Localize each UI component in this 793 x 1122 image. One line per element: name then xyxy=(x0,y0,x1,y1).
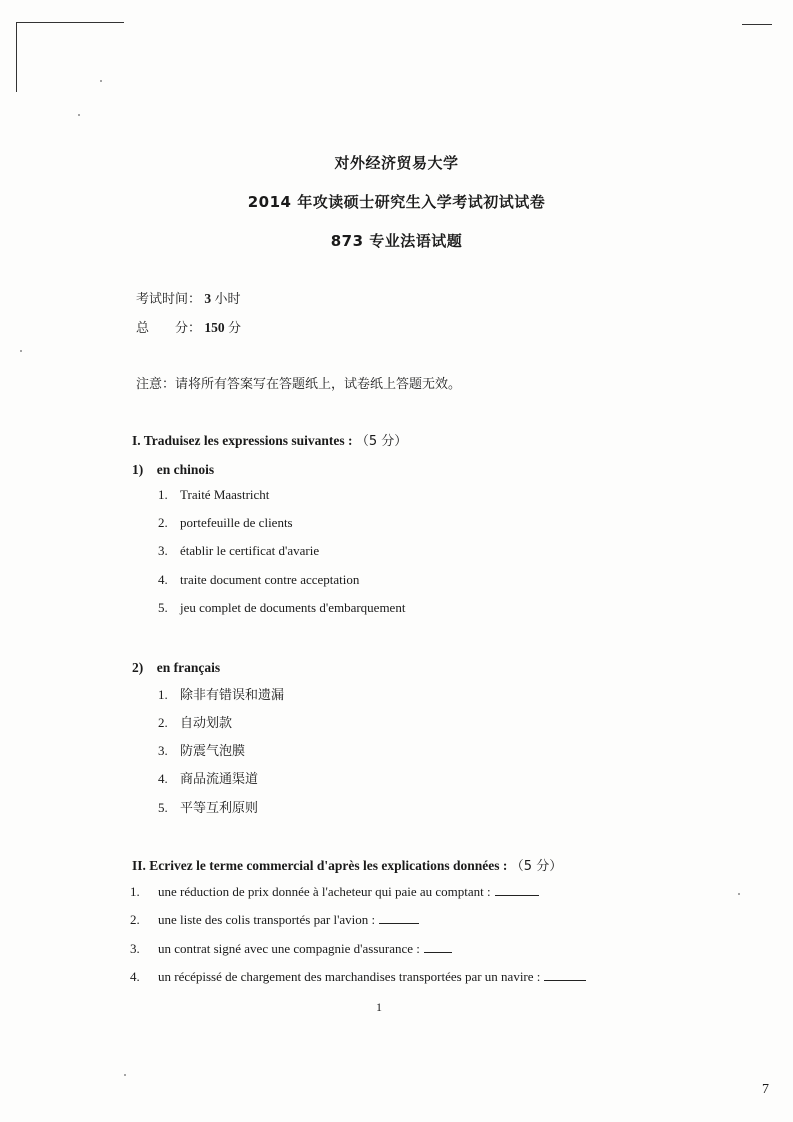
scan-speck xyxy=(20,350,22,352)
list-item xyxy=(158,712,232,731)
corner-page-number: 7 xyxy=(762,1082,769,1097)
item-number: 5. xyxy=(158,600,168,615)
scan-border-top-right xyxy=(742,24,772,25)
list-item xyxy=(158,797,258,816)
scan-speck xyxy=(738,893,740,895)
answer-blank xyxy=(544,968,586,981)
question-item xyxy=(130,968,586,985)
list-item xyxy=(158,600,405,616)
item-text: 除非有错误和遗漏 xyxy=(180,688,285,703)
list-item xyxy=(158,768,258,787)
answer-blank xyxy=(379,911,419,924)
question-item xyxy=(130,911,419,928)
list-item xyxy=(158,684,284,703)
total-score xyxy=(136,317,241,336)
scan-speck xyxy=(78,114,80,116)
section-1-points: （5 分） xyxy=(355,434,408,449)
exam-time-label: 考试时间： xyxy=(136,292,202,307)
scan-border-top-left xyxy=(16,22,124,23)
list-item xyxy=(158,572,359,588)
total-score-value: 150 xyxy=(204,320,225,335)
item-number: 2. xyxy=(158,715,168,730)
exam-title: 2014 年攻读硕士研究生入学考试初试试卷 xyxy=(247,193,546,211)
item-text: 自动划款 xyxy=(180,716,233,731)
item-number: 1. xyxy=(158,487,168,502)
scan-border-left xyxy=(16,22,17,92)
item-number: 3. xyxy=(158,543,168,558)
list-item xyxy=(158,515,293,531)
section-2-points: （5 分） xyxy=(510,859,563,874)
answer-blank xyxy=(495,883,539,896)
section-1-title: I. Traduisez les expressions suivantes : xyxy=(132,433,353,448)
item-text: portefeuille de clients xyxy=(180,515,293,530)
total-score-unit: 分 xyxy=(228,321,242,336)
part-2-heading: 2) en français xyxy=(132,660,221,675)
item-number: 4. xyxy=(158,572,168,587)
total-score-label: 总 分： xyxy=(136,321,202,336)
question-number: 2. xyxy=(130,912,140,927)
exam-time xyxy=(136,288,241,307)
question-number: 4. xyxy=(130,969,140,984)
scan-speck xyxy=(100,80,102,82)
part-1-heading: 1) en chinois xyxy=(132,462,215,477)
item-number: 3. xyxy=(158,743,168,758)
question-text: une réduction de prix donnée à l'acheteur qui paie au comptant : xyxy=(158,884,491,899)
item-number: 5. xyxy=(158,800,168,815)
section-2-heading xyxy=(132,855,562,874)
subject-title: 873 专业法语试题 xyxy=(330,232,463,250)
item-text: traite document contre acceptation xyxy=(180,572,360,587)
item-text: 商品流通渠道 xyxy=(180,772,259,787)
question-text: une liste des colis transportés par l'avion : xyxy=(158,912,376,927)
item-number: 2. xyxy=(158,515,168,530)
list-item xyxy=(158,487,269,503)
list-item xyxy=(158,543,319,559)
exam-time-unit: 小时 xyxy=(214,292,241,307)
item-number: 4. xyxy=(158,771,168,786)
question-text: un récépissé de chargement des marchandises transportées par un navire : xyxy=(158,969,541,984)
answer-blank xyxy=(424,940,452,953)
question-text: un contrat signé avec une compagnie d'assurance : xyxy=(158,941,420,956)
page-number: 1 xyxy=(376,1000,382,1014)
question-item xyxy=(130,883,539,900)
section-1-heading xyxy=(132,430,407,449)
question-number: 3. xyxy=(130,941,140,956)
item-text: jeu complet de documents d'embarquement xyxy=(180,600,406,615)
exam-time-value: 3 xyxy=(204,291,212,306)
question-number: 1. xyxy=(130,884,140,899)
scan-speck xyxy=(124,1074,126,1076)
notice: 注意：请将所有答案写在答题纸上，试卷纸上答题无效。 xyxy=(136,377,462,392)
item-text: 平等互利原则 xyxy=(180,801,259,816)
question-item xyxy=(130,940,452,957)
item-text: 防震气泡膜 xyxy=(180,744,246,759)
item-text: Traité Maastricht xyxy=(180,487,270,502)
list-item xyxy=(158,740,245,759)
university-name: 对外经济贸易大学 xyxy=(334,154,459,172)
item-text: établir le certificat d'avarie xyxy=(180,543,320,558)
section-2-title: II. Ecrivez le terme commercial d'après les explications données : xyxy=(132,858,508,873)
item-number: 1. xyxy=(158,687,168,702)
